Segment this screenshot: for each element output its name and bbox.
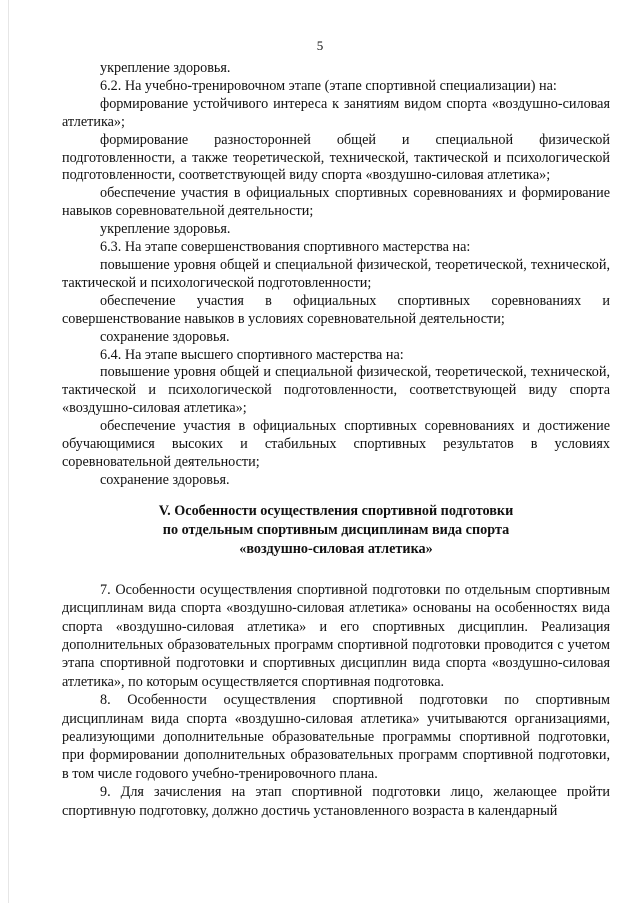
paragraph: формирование устойчивого интереса к занятиям видом спорта «воздушно-силовая атлетика»;: [62, 95, 610, 130]
paragraph: обеспечение участия в официальных спортивных соревнованиях и совершенствование навыков в условиях соревновательной деятельности;: [62, 292, 610, 327]
paragraph-8: 8. Особенности осуществления спортивной подготовки по спортивным дисциплинам вида спорта «воздушно-силовая атлетика» учитываются организациями, реализующими дополнительные образовательные программы спортивной подготовки, при формировании дополнительных образовательных программ спортивной подготовки, в том числе годового учебно-тренировочного плана.: [62, 692, 610, 782]
paragraph: 6.3. На этапе совершенствования спортивного мастерства на:: [100, 239, 471, 256]
paragraph: формирование разносторонней общей и специальной физической подготовленности, а также теоретической, технической, тактической и психологической подготовленности, соответствующей виду спорта «воздушно-силовая атлетика»;: [62, 131, 610, 184]
page-content: [62, 60, 610, 820]
paragraph: обеспечение участия в официальных спортивных соревнованиях и достижение обучающимися высоких и стабильных спортивных результатов в условиях соревновательной деятельности;: [62, 418, 610, 470]
section-features: [62, 581, 610, 820]
paragraph: повышение уровня общей и специальной физической, теоретической, технической, тактической и психологической подготовленности;: [62, 256, 610, 291]
paragraph: укрепление здоровья.: [100, 221, 231, 238]
paragraph: повышение уровня общей и специальной физической, теоретической, технической, тактической и психологической подготовленности, соответствующей виду спорта «воздушно-силовая атлетика»;: [62, 364, 610, 417]
heading-line: V. Особенности осуществления спортивной подготовки: [158, 502, 514, 519]
paragraph-9: 9. Для зачисления на этап спортивной подготовки лицо, желающее пройти спортивную подготовку, должно достичь установленного возраста в календарный: [62, 784, 610, 819]
paragraph: сохранение здоровья.: [100, 328, 230, 345]
paragraph: сохранение здоровья.: [100, 471, 230, 488]
scan-edge-line: [8, 0, 9, 903]
paragraph-7: 7. Особенности осуществления спортивной подготовки по отдельным спортивным дисциплинам вида спорта «воздушно-силовая атлетика» основаны на особенностях вида спорта «воздушно-силовая атлетика» и его спортивных дисциплин. Реализация дополнительных образовательных программ спортивной подготовки проводится с учетом этапа спортивной подготовки и спортивных дисциплин вида спорта «воздушно-силовая атлетика», по которым осуществляется спортивная подготовка.: [62, 581, 610, 690]
heading-line: по отдельным спортивным дисциплинам вида спорта: [162, 521, 510, 538]
paragraph: укрепление здоровья.: [100, 60, 231, 76]
paragraph: 6.4. На этапе высшего спортивного мастерства на:: [100, 346, 404, 363]
paragraph: обеспечение участия в официальных спортивных соревнованиях и формирование навыков соревновательной деятельности;: [62, 185, 610, 220]
paragraph: 6.2. На учебно-тренировочном этапе (этапе спортивной специализации) на:: [100, 77, 557, 94]
page-number: 5: [316, 38, 324, 53]
section-goals: [62, 60, 610, 490]
section-heading: [62, 502, 610, 559]
heading-line: «воздушно-силовая атлетика»: [239, 540, 433, 557]
